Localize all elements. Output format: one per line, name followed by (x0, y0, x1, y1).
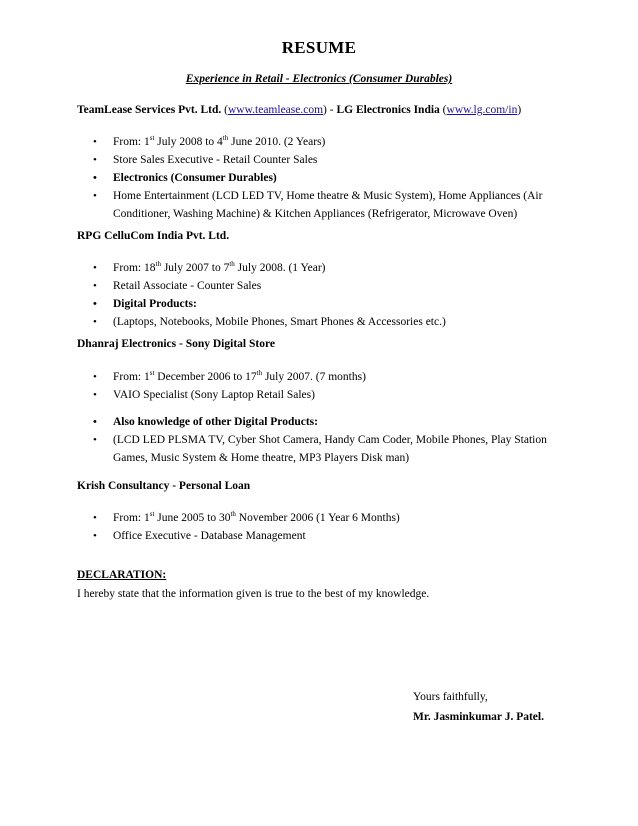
job-details-list (0, 133, 573, 223)
company-name: TeamLease Services Pvt. Ltd. (77, 104, 222, 116)
company-heading (77, 230, 229, 242)
list-item: • Also knowledge of other Digital Products: (93, 416, 318, 428)
list-item: • Electronics (Consumer Durables) (93, 172, 277, 184)
job-details-list (0, 413, 573, 467)
company-heading (77, 480, 250, 492)
list-item: • Office Executive - Database Management (93, 530, 306, 542)
company-heading: TeamLease Services Pvt. Ltd. (www.teamlease.com) - LG Electronics India (www.lg.com/in) (77, 104, 522, 116)
list-item: • Digital Products: (93, 298, 197, 310)
list-item: • (Laptops, Notebooks, Mobile Phones, Smart Phones & Accessories etc.) (93, 316, 446, 328)
page-subtitle: Experience in Retail - Electronics (Consumer Durables) (185, 73, 453, 85)
company-link-2[interactable]: www.lg.com/in (446, 104, 518, 116)
list-item: • VAIO Specialist (Sony Laptop Retail Sales) (93, 389, 315, 401)
list-item: • Store Sales Executive - Retail Counter Sales (93, 154, 318, 166)
declaration-heading: DECLARATION: (77, 569, 167, 581)
job-details-list (0, 509, 573, 545)
page-title: RESUME (281, 38, 357, 57)
company-heading (77, 338, 275, 350)
list-item: • From: 18th July 2007 to 7th July 2008. (1 Year) (93, 260, 326, 274)
company-name: Dhanraj Electronics - Sony Digital Store (77, 338, 275, 350)
job-details-list (0, 368, 573, 404)
list-item: • From: 1st July 2008 to 4th June 2010. (2 Years) (93, 134, 326, 148)
list-item: • Home Entertainment (LCD LED TV, Home theatre & Music System), Home Appliances (Air Conditioner, Washing Machine) & Kitchen Appliances (Refrigerator, Microwave Oven) (93, 190, 543, 220)
signature-name: Mr. Jasminkumar J. Patel. (413, 711, 544, 723)
closing-text: Yours faithfully, (413, 691, 488, 703)
company-name: Krish Consultancy - Personal Loan (77, 480, 251, 492)
list-item: • From: 1st December 2006 to 17th July 2007. (7 months) (93, 369, 366, 383)
job-details-list (0, 259, 573, 331)
company-name-2: LG Electronics India (336, 104, 440, 116)
list-item: • Retail Associate - Counter Sales (93, 280, 262, 292)
declaration-text: I hereby state that the information given is true to the best of my knowledge. (77, 588, 430, 600)
list-item: • From: 1st June 2005 to 30th November 2006 (1 Year 6 Months) (93, 510, 400, 524)
company-name: RPG CelluCom India Pvt. Ltd. (77, 230, 230, 242)
company-link[interactable]: www.teamlease.com (227, 104, 324, 116)
list-item: • (LCD LED PLSMA TV, Cyber Shot Camera, Handy Cam Coder, Mobile Phones, Play Station Games, Music System & Home theatre, MP3 Players Disk man) (93, 434, 547, 464)
